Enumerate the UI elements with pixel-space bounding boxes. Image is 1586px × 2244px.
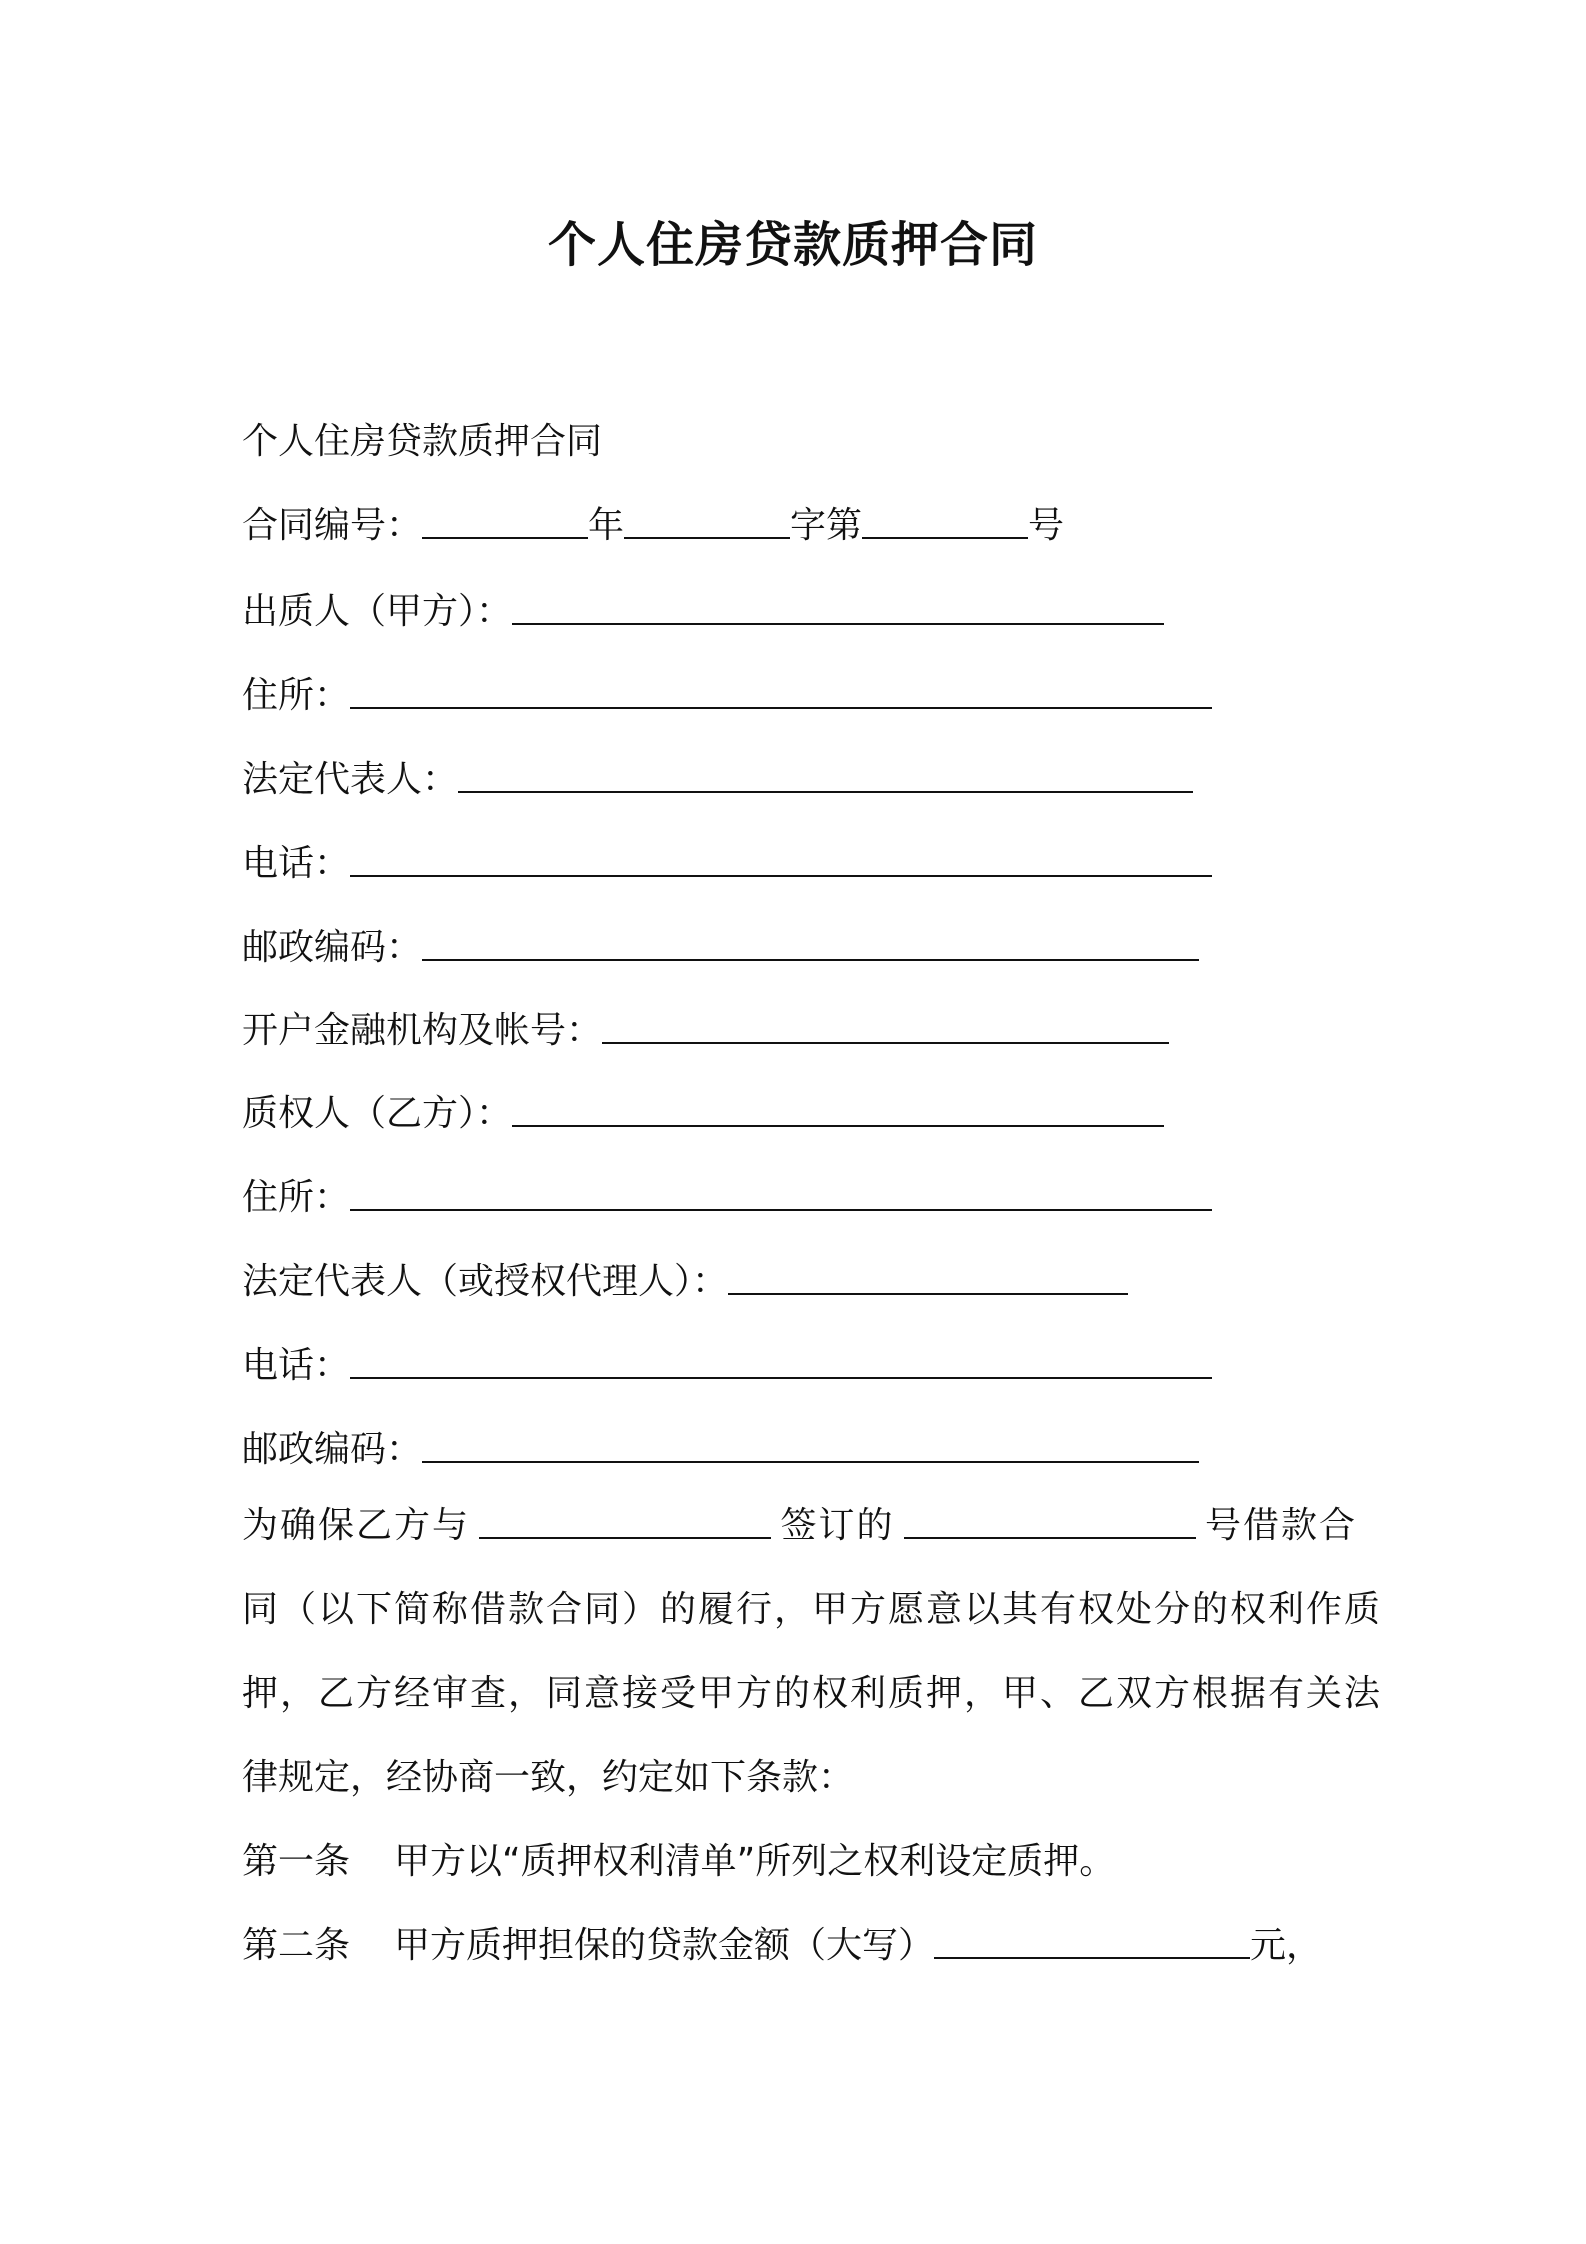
article-2-number: 第二条: [242, 1925, 351, 1966]
pledgee-blank[interactable]: [512, 1095, 1164, 1127]
party-a-postcode-blank[interactable]: [422, 929, 1199, 961]
preamble-loan-contract-no-blank[interactable]: [904, 1507, 1196, 1539]
pledgor-blank[interactable]: [512, 593, 1164, 625]
party-a-address-blank[interactable]: [350, 677, 1212, 709]
contract-year-blank[interactable]: [422, 507, 588, 539]
preamble-counterparty-blank[interactable]: [479, 1507, 771, 1539]
party-a-bank-blank[interactable]: [602, 1012, 1169, 1044]
contract-number-blank[interactable]: [862, 507, 1028, 539]
party-b-postcode-blank[interactable]: [422, 1431, 1199, 1463]
preamble-line-3: 押，乙方经审查，同意接受甲方的权利质押，甲、乙双方根据有关法: [242, 1673, 1383, 1714]
document-subtitle: 个人住房贷款质押合同: [242, 421, 603, 462]
article-1-number: 第一条: [242, 1841, 351, 1882]
contract-number-line: 合同编号： 年 字第 号: [242, 505, 1065, 546]
article-1: [242, 1836, 1115, 1888]
contract-zi-blank[interactable]: [624, 507, 790, 539]
party-a-legal-rep-blank[interactable]: [458, 761, 1193, 793]
pledgee-line: 质权人（乙方）：: [242, 1088, 1164, 1140]
preamble-line-1: 为确保乙方与 签订的 号借款合: [242, 1505, 1357, 1546]
party-b-address-blank[interactable]: [350, 1179, 1212, 1211]
party-b-legal-rep-line: 法定代表人（或授权代理人）：: [242, 1256, 1128, 1308]
party-b-address-line: 住所：: [242, 1172, 1212, 1224]
party-b-phone-blank[interactable]: [350, 1347, 1212, 1379]
loan-amount-blank[interactable]: [934, 1927, 1250, 1959]
party-b-legal-rep-blank[interactable]: [728, 1263, 1128, 1295]
pledgor-line: 出质人（甲方）：: [242, 586, 1164, 638]
preamble-line-4: 律规定，经协商一致，约定如下条款：: [242, 1757, 855, 1798]
document-title: 个人住房贷款质押合同: [547, 217, 1038, 273]
article-2-text: 甲方质押担保的贷款金额（大写）: [394, 1925, 935, 1966]
party-a-phone-line: 电话：: [242, 838, 1212, 890]
party-a-address-line: 住所：: [242, 670, 1212, 722]
article-2-tail: 元，: [1250, 1925, 1323, 1966]
preamble-line-2: 同（以下简称借款合同）的履行，甲方愿意以其有权处分的权利作质: [242, 1589, 1383, 1630]
party-b-postcode-line: 邮政编码：: [242, 1424, 1199, 1476]
article-1-text: 甲方以“质押权利清单”所列之权利设定质押。: [394, 1841, 1116, 1882]
party-a-bank-line: 开户金融机构及帐号：: [242, 1005, 1169, 1057]
party-a-legal-rep-line: 法定代表人：: [242, 754, 1193, 806]
party-b-phone-line: 电话：: [242, 1340, 1212, 1392]
article-2: [242, 1920, 1322, 1972]
party-a-phone-blank[interactable]: [350, 845, 1212, 877]
party-a-postcode-line: 邮政编码：: [242, 922, 1199, 974]
